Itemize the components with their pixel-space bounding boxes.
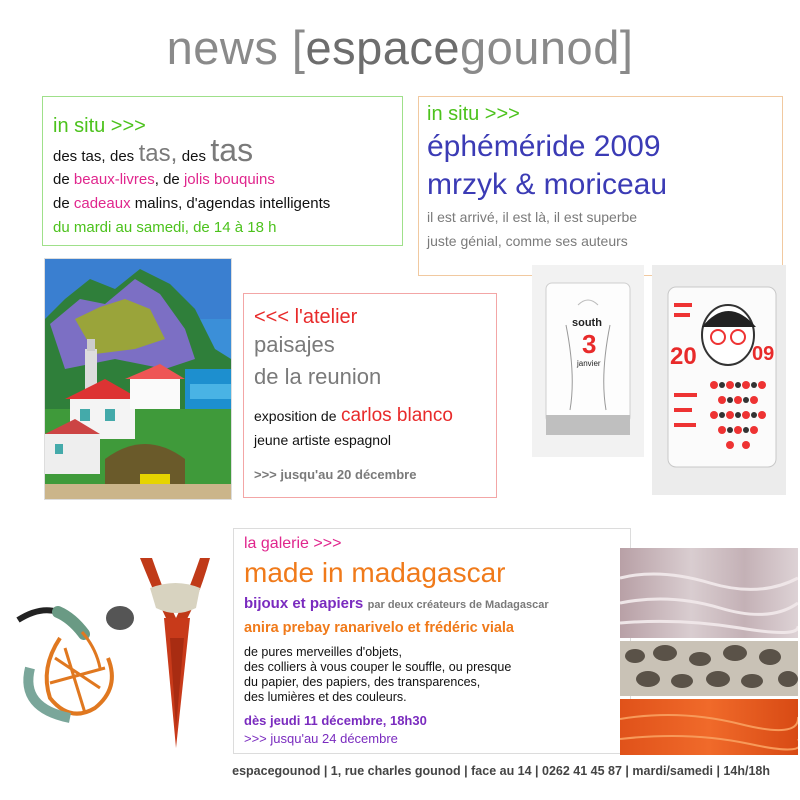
paper-swatch-1 bbox=[620, 548, 798, 638]
tas-word-4: des bbox=[181, 148, 206, 165]
ephemeride-desc-1: il est arrivé, il est là, il est superbe bbox=[427, 209, 638, 225]
ephemeride-desc-2: juste génial, comme ses auteurs bbox=[427, 233, 628, 249]
atelier-box bbox=[243, 293, 497, 498]
galerie-desc-3: du papier, des papiers, des transparences, bbox=[244, 675, 481, 689]
box-kicker: la galerie >>> bbox=[244, 535, 342, 552]
calendar-photo-2 bbox=[652, 265, 786, 495]
tas-word-5: tas bbox=[210, 132, 254, 168]
tas-headline bbox=[53, 133, 253, 174]
opening-hours: du mardi au samedi, de 14 à 18 h bbox=[53, 219, 277, 236]
atelier-title-1: paisajes bbox=[254, 332, 335, 357]
expo-line bbox=[254, 404, 453, 429]
galerie-desc-2: des colliers à vous couper le souffle, ou presque bbox=[244, 660, 512, 674]
tas-word-1: des tas, bbox=[53, 148, 106, 165]
ephemeride-box bbox=[418, 96, 783, 276]
calendar-photo-1 bbox=[532, 265, 644, 457]
galerie-title: made in madagascar bbox=[244, 557, 506, 588]
tas-word-2: des bbox=[109, 148, 135, 165]
box-kicker: in situ >>> bbox=[53, 115, 146, 137]
galerie-artists: anira prebay ranarivelo et frédéric viala bbox=[244, 620, 514, 636]
authors-title: mrzyk & moriceau bbox=[427, 168, 668, 201]
gifts-text-c: malins, d'agendas intelligents bbox=[134, 195, 331, 212]
galerie-subtitle bbox=[244, 595, 549, 613]
atelier-until: >>> jusqu'au 20 décembre bbox=[254, 467, 417, 482]
books-text-c: , de bbox=[154, 171, 180, 188]
expo-text-a: exposition de bbox=[254, 408, 337, 424]
gifts-text-a: de bbox=[53, 195, 70, 212]
title-part-news: news [ bbox=[166, 21, 306, 74]
galerie-date-1: dès jeudi 11 décembre, 18h30 bbox=[244, 713, 427, 728]
page-title bbox=[0, 20, 800, 75]
ephemeride-title: éphéméride 2009 bbox=[427, 130, 661, 163]
box-kicker: in situ >>> bbox=[427, 103, 520, 125]
cal2-number-right: 09 bbox=[752, 343, 775, 365]
galerie-desc-1: de pures merveilles d'objets, bbox=[244, 645, 403, 659]
title-part-espace: espace bbox=[305, 21, 460, 74]
books-text-a: de bbox=[53, 171, 70, 188]
gifts-text-b: cadeaux bbox=[73, 195, 131, 212]
box-kicker: <<< l'atelier bbox=[254, 306, 358, 328]
galerie-subtitle-b: par deux créateurs de Madagascar bbox=[367, 599, 549, 611]
galerie-date-2: >>> jusqu'au 24 décembre bbox=[244, 731, 398, 746]
gifts-line bbox=[53, 195, 330, 212]
cal2-number-left: 20 bbox=[670, 343, 697, 370]
reunion-painting bbox=[44, 258, 232, 500]
galerie-subtitle-a: bijoux et papiers bbox=[244, 595, 364, 612]
tas-word-3: tas, bbox=[138, 140, 178, 167]
cal1-word: south bbox=[572, 317, 602, 329]
title-part-gounod: gounod bbox=[460, 21, 620, 74]
jewellery-photo bbox=[0, 548, 230, 758]
footer-address: espacegounod | 1, rue charles gounod | face au 14 | 0262 41 45 87 | mardi/samedi | 14h/18h bbox=[232, 764, 770, 778]
in-situ-books-box bbox=[42, 96, 403, 246]
paper-swatch-2 bbox=[620, 641, 798, 696]
artist-desc: jeune artiste espagnol bbox=[254, 432, 391, 448]
books-line bbox=[53, 171, 275, 188]
atelier-title-2: de la reunion bbox=[254, 364, 382, 389]
paper-swatch-3 bbox=[620, 699, 798, 755]
artist-name: carlos blanco bbox=[340, 405, 453, 426]
galerie-desc-4: des lumières et des couleurs. bbox=[244, 690, 407, 704]
books-text-b: beaux-livres bbox=[73, 171, 155, 188]
cal1-number: 3 bbox=[582, 329, 597, 359]
books-text-d: jolis bouquins bbox=[183, 171, 275, 188]
title-part-end: ] bbox=[619, 21, 634, 74]
cal1-sub: janvier bbox=[577, 359, 601, 368]
galerie-box bbox=[233, 528, 631, 754]
